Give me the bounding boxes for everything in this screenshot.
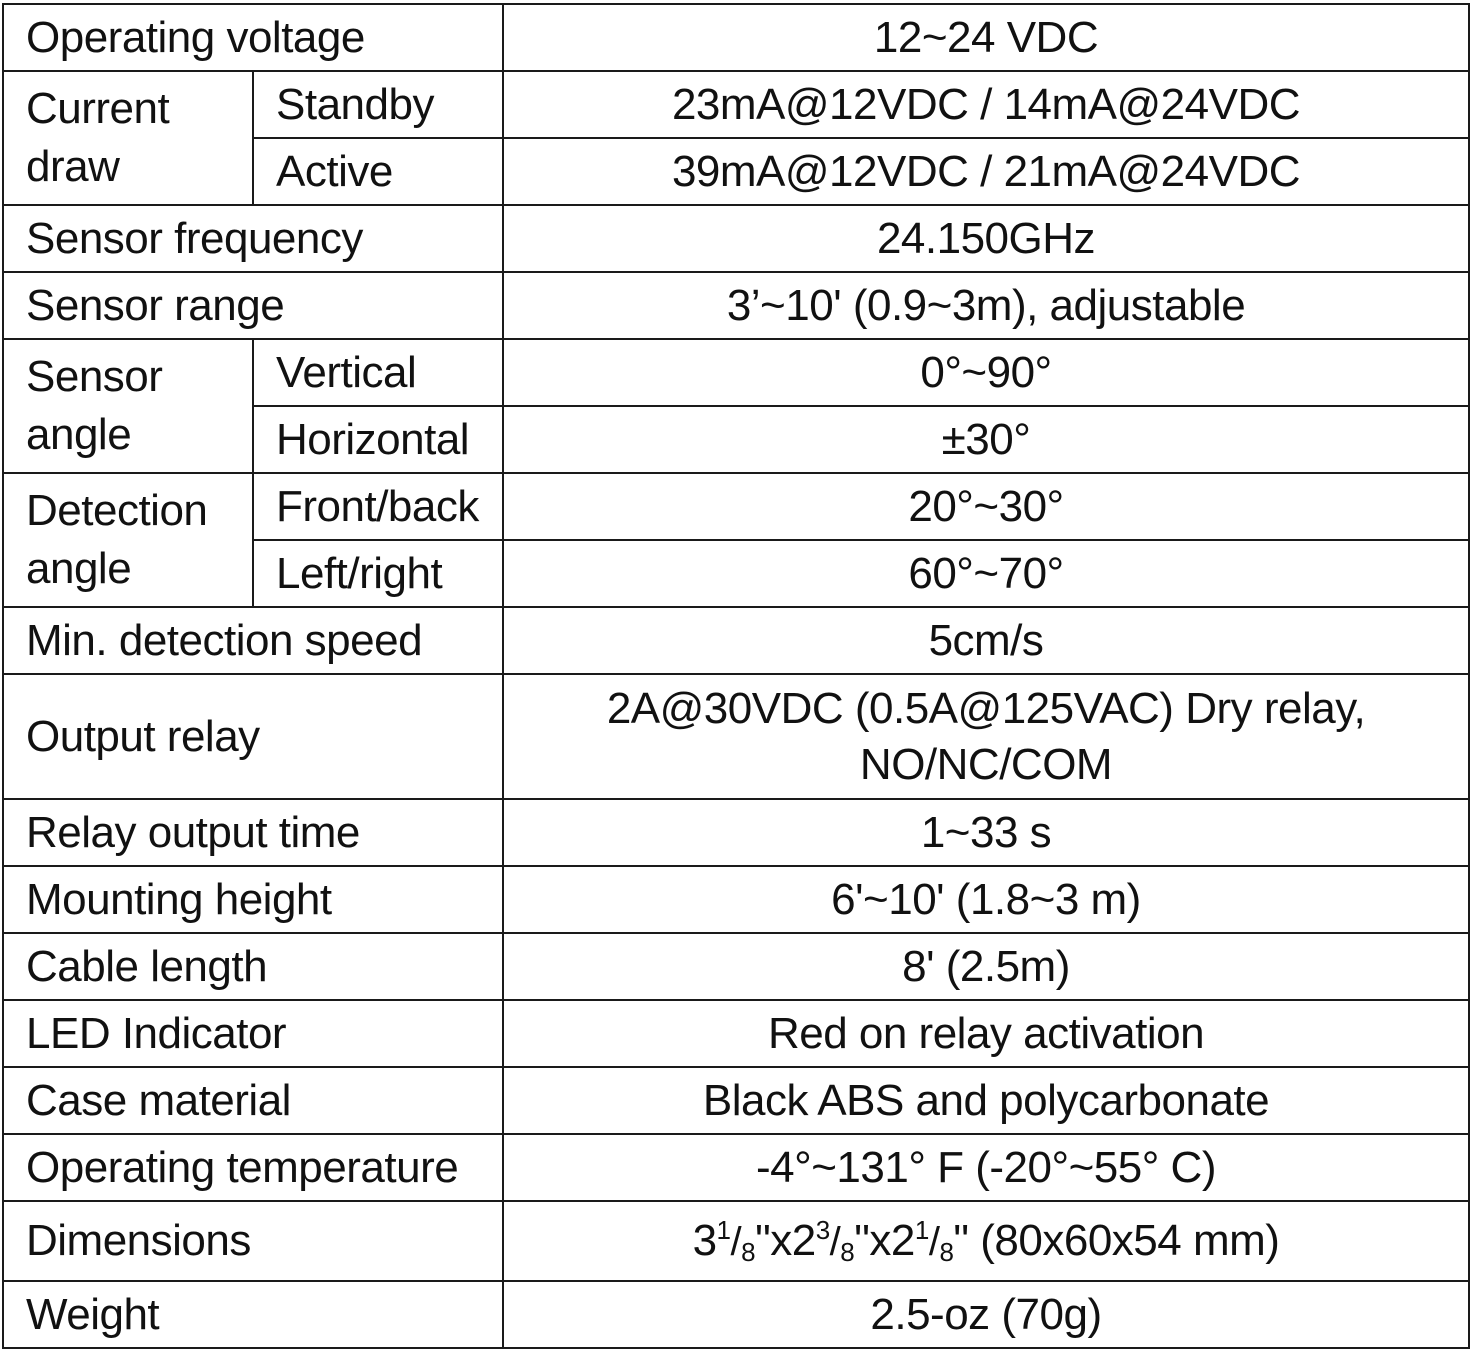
table-row <box>3 1134 1469 1201</box>
value-line: NO/NC/COM <box>859 739 1113 789</box>
row-value: -4°~131° F (-20°~55° C) <box>503 1134 1469 1201</box>
dim-text: " (80x60x54 mm) <box>953 1216 1280 1265</box>
fraction-denominator: 8 <box>939 1237 954 1267</box>
row-label: Output relay <box>3 674 503 799</box>
table-row <box>3 674 1469 799</box>
table-row <box>3 1000 1469 1067</box>
table-row <box>3 933 1469 1000</box>
row-label: Dimensions <box>3 1201 503 1281</box>
dim-text: "x2 <box>755 1216 816 1265</box>
sub-label: Standby <box>253 71 503 138</box>
table-row <box>3 205 1469 272</box>
table-row <box>3 799 1469 866</box>
dim-text: "x2 <box>854 1216 915 1265</box>
row-label: Sensor frequency <box>3 205 503 272</box>
row-value: 8' (2.5m) <box>503 933 1469 1000</box>
table-row <box>3 607 1469 674</box>
row-label: LED Indicator <box>3 1000 503 1067</box>
value-line: 2A@30VDC (0.5A@125VAC) Dry relay, <box>606 683 1366 733</box>
row-label: Relay output time <box>3 799 503 866</box>
fraction-slash: / <box>730 1220 742 1264</box>
row-value <box>503 674 1469 799</box>
row-value: 23mA@12VDC / 14mA@24VDC <box>503 71 1469 138</box>
row-label: Cable length <box>3 933 503 1000</box>
row-label: Operating temperature <box>3 1134 503 1201</box>
table-row <box>3 339 1469 406</box>
group-label-line: angle <box>26 410 132 459</box>
row-value: 60°~70° <box>503 540 1469 607</box>
fraction-slash: / <box>829 1220 841 1264</box>
table-row <box>3 866 1469 933</box>
group-label-detection-angle <box>3 473 253 607</box>
group-label-current-draw <box>3 71 253 205</box>
row-value: 0°~90° <box>503 339 1469 406</box>
sub-label: Front/back <box>253 473 503 540</box>
fraction-denominator: 8 <box>741 1237 756 1267</box>
sub-label: Horizontal <box>253 406 503 473</box>
dim-text: 3 <box>692 1216 717 1265</box>
row-value: Black ABS and polycarbonate <box>503 1067 1469 1134</box>
table-row <box>3 4 1469 71</box>
table-row <box>3 473 1469 540</box>
row-value: 20°~30° <box>503 473 1469 540</box>
row-value: 3’~10' (0.9~3m), adjustable <box>503 272 1469 339</box>
row-value: Red on relay activation <box>503 1000 1469 1067</box>
sub-label: Vertical <box>253 339 503 406</box>
spec-table <box>2 3 1470 1349</box>
group-label-line: Current <box>26 84 170 133</box>
table-row <box>3 71 1469 138</box>
row-value: 6'~10' (1.8~3 m) <box>503 866 1469 933</box>
row-label: Sensor range <box>3 272 503 339</box>
row-label: Min. detection speed <box>3 607 503 674</box>
row-value: 12~24 VDC <box>503 4 1469 71</box>
fraction-slash: / <box>928 1220 940 1264</box>
group-label-line: Sensor <box>26 352 163 401</box>
row-value: 39mA@12VDC / 21mA@24VDC <box>503 138 1469 205</box>
row-label: Mounting height <box>3 866 503 933</box>
fraction-numerator: 1 <box>914 1215 929 1245</box>
table-row <box>3 272 1469 339</box>
group-label-line: angle <box>26 544 132 593</box>
row-value: 2.5-oz (70g) <box>503 1281 1469 1348</box>
sub-label: Left/right <box>253 540 503 607</box>
row-value: 1~33 s <box>503 799 1469 866</box>
fraction-denominator: 8 <box>840 1237 855 1267</box>
table-row <box>3 1067 1469 1134</box>
row-label: Case material <box>3 1067 503 1134</box>
row-value-dimensions <box>503 1201 1469 1281</box>
table-row <box>3 1201 1469 1281</box>
fraction-numerator: 3 <box>815 1215 830 1245</box>
row-label: Operating voltage <box>3 4 503 71</box>
row-value: 5cm/s <box>503 607 1469 674</box>
group-label-sensor-angle <box>3 339 253 473</box>
table-row <box>3 1281 1469 1348</box>
row-label: Weight <box>3 1281 503 1348</box>
row-value: 24.150GHz <box>503 205 1469 272</box>
row-value: ±30° <box>503 406 1469 473</box>
group-label-line: draw <box>26 142 120 191</box>
fraction-numerator: 1 <box>716 1215 731 1245</box>
sub-label: Active <box>253 138 503 205</box>
group-label-line: Detection <box>26 486 208 535</box>
